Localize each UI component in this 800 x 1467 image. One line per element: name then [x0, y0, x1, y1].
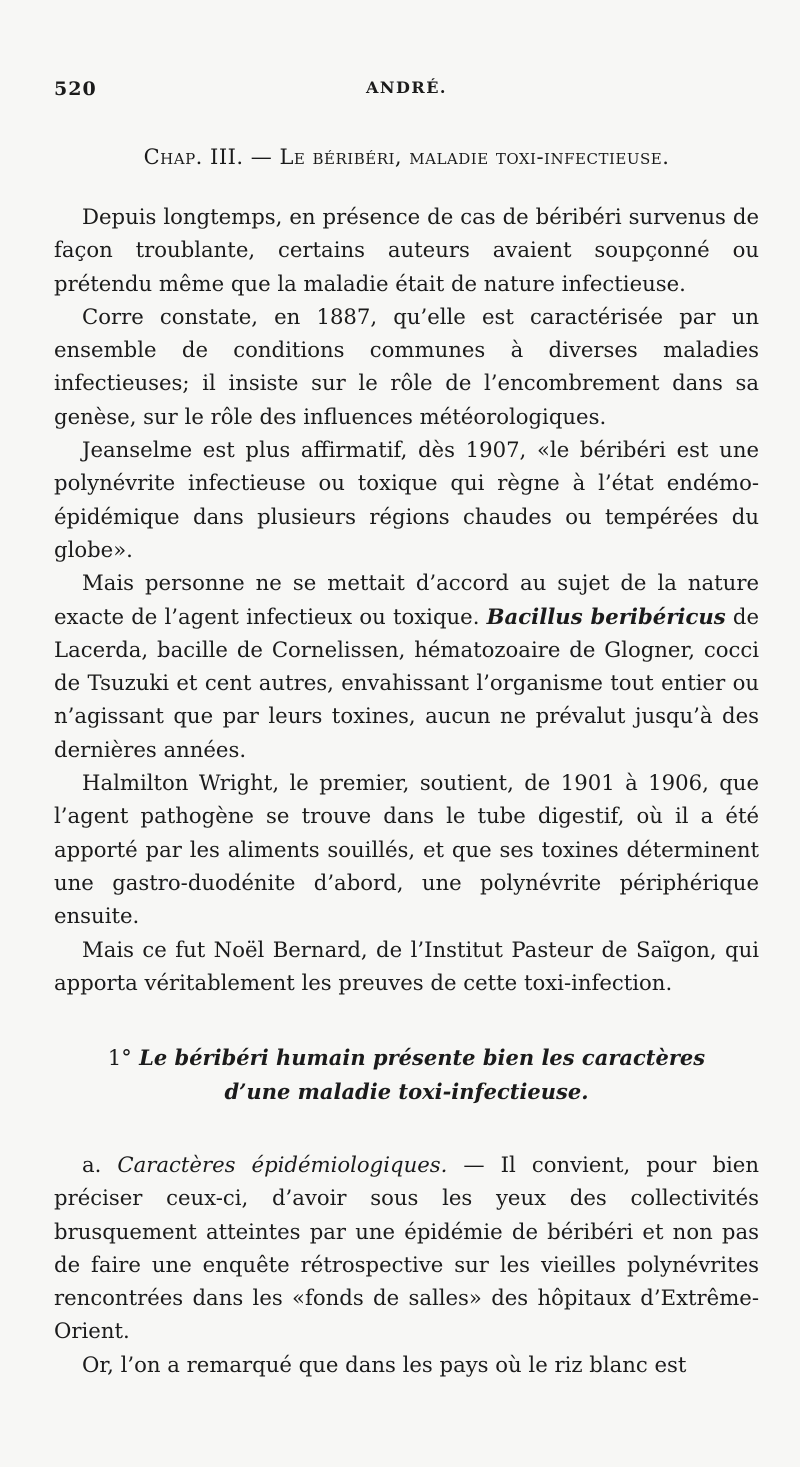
paragraph-5: Halmilton Wright, le premier, soutient, de 1901 à 1906, que l’agent pathogène se trouve dans le tube digestif, où il a été apporté par les aliments souillés, et que ses toxines déterminent une gastro-duodénite d’abord, une polynévrite périphérique ensuite. [54, 770, 759, 929]
subsection-label: a. [82, 1152, 118, 1177]
section-title-line-2: d’une maladie toxi-infectieuse. [224, 1079, 589, 1104]
paragraph-2: Corre constate, en 1887, qu’elle est caractérisée par un ensemble de conditions communes à diverses maladies infectieuses; il insiste sur le rôle de l’encombrement dans sa genèse, sur le rôle des influences météorologiques. [54, 303, 759, 429]
section-heading [54, 1041, 759, 1108]
subsection-paragraph [54, 1148, 759, 1348]
chapter-prefix: Chap. III. — [143, 145, 280, 169]
chapter-title [54, 145, 759, 169]
paragraph-3: Jeanselme est plus affirmatif, dès 1907, «le béribéri est une polynévrite infectieuse ou toxique qui règne à l’état endémo-épidémique dans plusieurs régions chaudes ou tempérées du globe». [54, 437, 759, 562]
section-title-line-1: Le béribéri humain présente bien les caractères [139, 1045, 706, 1070]
running-title: ANDRÉ. [366, 78, 447, 97]
paragraph-4-italic: Bacillus beribéricus [486, 603, 726, 629]
section-heading-line-1 [54, 1041, 759, 1075]
body-text-continued [54, 1148, 759, 1381]
body-text [54, 200, 759, 999]
subsection-text: — Il convient, pour bien préciser ceux-ci, d’avoir sous les yeux des collectivités brusquement atteintes par une épidémie de béribéri et non pas de faire une enquête rétrospective sur les vieilles polynévrites rencontrées dans les «fonds de salles» des hôpitaux d’Extrême-Orient. [54, 1152, 759, 1344]
paragraph-1: Depuis longtemps, en présence de cas de béribéri survenus de façon troublante, certains auteurs avaient soupçonné ou prétendu même que la maladie était de nature infectieuse. [54, 204, 759, 296]
closing-paragraph: Or, l’on a remarqué que dans les pays où le riz blanc est [82, 1351, 687, 1377]
paragraph-6: Mais ce fut Noël Bernard, de l’Institut Pasteur de Saïgon, qui apporta véritablement les preuves de cette toxi-infection. [54, 936, 759, 995]
paragraph-4-before: Mais personne ne se mettait d’accord au sujet de la nature exacte de l’agent infectieux ou toxique. [54, 570, 759, 629]
running-head [54, 78, 759, 106]
section-number: 1° [107, 1046, 132, 1070]
paragraph-4-after: de Lacerda, bacille de Cornelissen, hématozoaire de Glogner, cocci de Tsuzuki et cent autres, envahissant l’organisme tout entier ou n’agissant que par leurs toxines, aucun ne prévalut jusqu’à des dernières années. [54, 603, 760, 762]
paragraph-4 [54, 566, 759, 766]
subsection-title: Caractères épidémiologiques. [117, 1152, 448, 1177]
chapter-name: Le béribéri, maladie toxi-infectieuse. [279, 145, 670, 169]
page-number: 520 [54, 78, 97, 100]
